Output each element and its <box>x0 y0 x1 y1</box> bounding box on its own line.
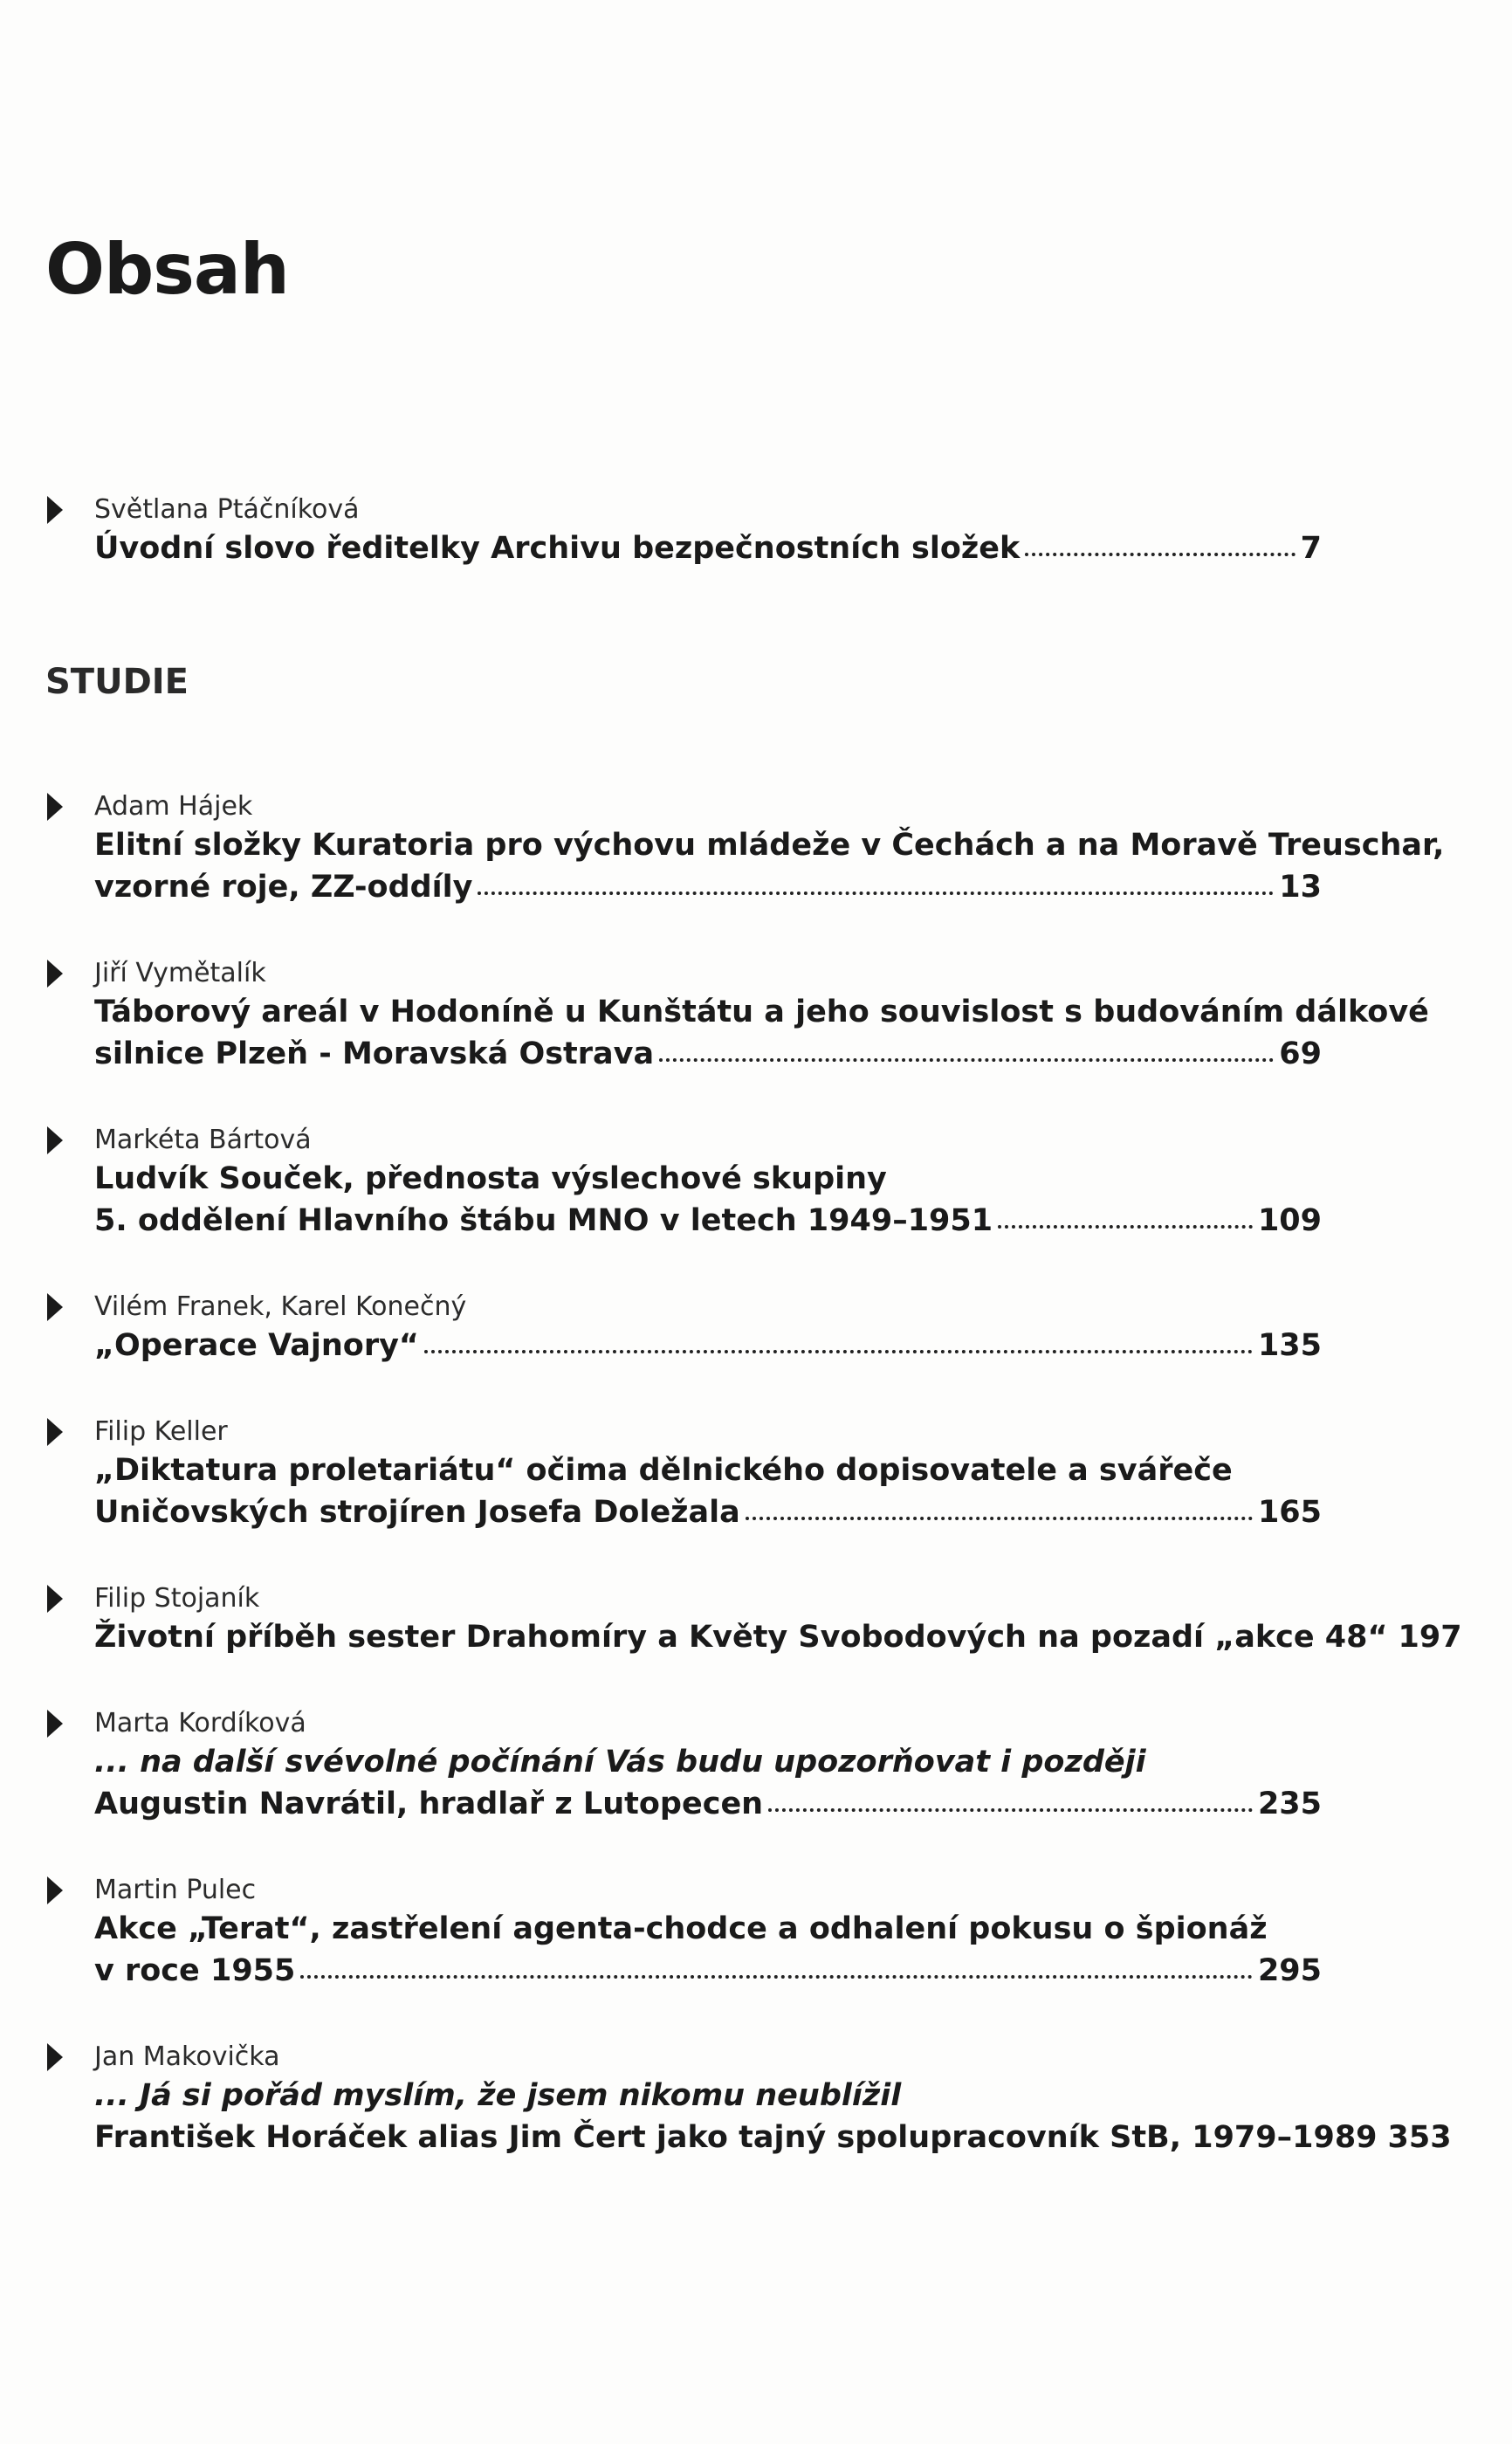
entry-title-text: Uničovských strojíren Josefa Doležala <box>94 1495 740 1530</box>
dot-leader <box>659 1056 1274 1062</box>
entry-title-text: Akce „Terat“, zastřelení agenta-chodce a odhalení pokusu o špionáž <box>94 1911 1268 1946</box>
entry-title-text: v roce 1955 <box>94 1953 296 1988</box>
page-number: 7 <box>1300 531 1322 566</box>
entry-title-line[interactable] <box>94 1950 1322 1992</box>
entry-title-text: Elitní složky Kuratoria pro výchovu mládeže v Čechách a na Moravě Treuschar, <box>94 828 1445 863</box>
dot-leader <box>768 1806 1253 1812</box>
triangle-bullet-icon <box>47 1585 63 1613</box>
entry-author: Filip Keller <box>94 1416 228 1447</box>
entry-title-line[interactable] <box>94 2075 1322 2117</box>
entry-author: Filip Stojaník <box>94 1583 260 1614</box>
dot-leader <box>300 1972 1253 1979</box>
page-number: 165 <box>1257 1495 1322 1530</box>
entry-title-line[interactable] <box>94 1200 1322 1242</box>
entry-title-text: ... na další svévolné počínání Vás budu upozorňovat i později <box>94 1745 1146 1780</box>
entry-title-line[interactable] <box>94 991 1429 1033</box>
entry-title-line[interactable] <box>94 1449 1322 1491</box>
dot-leader <box>746 1514 1253 1520</box>
page-title: Obsah <box>45 229 289 310</box>
entry-author: Marta Kordíková <box>94 1708 306 1738</box>
entry-title-line[interactable] <box>94 2117 1452 2158</box>
dot-leader <box>424 1347 1253 1353</box>
entry-author: Vilém Franek, Karel Konečný <box>94 1291 467 1322</box>
entry-title-text: Životní příběh sester Drahomíry a Květy Svobodových na pozadí „akce 48“ <box>94 1620 1388 1655</box>
page-number: 135 <box>1257 1328 1322 1363</box>
entry-title-line[interactable] <box>94 1783 1322 1825</box>
triangle-bullet-icon <box>47 1710 63 1738</box>
entry-title-line[interactable] <box>94 1158 1322 1200</box>
entry-title-line[interactable] <box>94 1908 1322 1950</box>
entry-title-text: Úvodní slovo ředitelky Archivu bezpečnostních složek <box>94 531 1021 566</box>
page-number: 295 <box>1257 1953 1322 1988</box>
triangle-bullet-icon <box>47 1126 63 1154</box>
entry-title-line[interactable] <box>94 527 1322 569</box>
entry-title-line[interactable] <box>94 1741 1322 1783</box>
page-number: 69 <box>1279 1036 1322 1071</box>
page-number: 197 <box>1398 1620 1462 1655</box>
entry-title-line[interactable] <box>94 1616 1462 1658</box>
triangle-bullet-icon <box>47 960 63 988</box>
entry-title-text: František Horáček alias Jim Čert jako tajný spolupracovník StB, 1979–1989 <box>94 2120 1378 2155</box>
entry-title-text: „Diktatura proletariátu“ očima dělnického dopisovatele a svářeče <box>94 1453 1233 1488</box>
section-heading: STUDIE <box>45 662 189 702</box>
entry-title-text: silnice Plzeň - Moravská Ostrava <box>94 1036 655 1071</box>
entry-title-text: vzorné roje, ZZ-oddíly <box>94 870 473 905</box>
entry-title-text: ... Já si pořád myslím, že jsem nikomu neublížil <box>94 2078 902 2113</box>
page-number: 13 <box>1279 870 1322 905</box>
page-number: 235 <box>1257 1787 1322 1821</box>
dot-leader <box>998 1222 1253 1229</box>
entry-title-text: 5. oddělení Hlavního štábu MNO v letech 1949–1951 <box>94 1203 993 1238</box>
entry-author: Martin Pulec <box>94 1875 257 1905</box>
triangle-bullet-icon <box>47 1418 63 1446</box>
triangle-bullet-icon <box>47 1876 63 1904</box>
page-number: 353 <box>1387 2120 1452 2155</box>
entry-author: Adam Hájek <box>94 791 253 822</box>
triangle-bullet-icon <box>47 496 63 524</box>
entry-author: Markéta Bártová <box>94 1125 312 1155</box>
entry-title-text: „Operace Vajnory“ <box>94 1328 419 1363</box>
dot-leader <box>478 889 1274 895</box>
triangle-bullet-icon <box>47 1293 63 1321</box>
entry-author: Světlana Ptáčníková <box>94 494 360 525</box>
entry-title-text: Ludvík Souček, přednosta výslechové skupiny <box>94 1161 887 1196</box>
entry-title-line[interactable] <box>94 1325 1322 1367</box>
dot-leader <box>1025 550 1295 556</box>
entry-author: Jiří Vymětalík <box>94 958 266 988</box>
entry-author: Jan Makovička <box>94 2041 280 2072</box>
entry-title-line[interactable] <box>94 1491 1322 1533</box>
entry-title-line[interactable] <box>94 1033 1322 1075</box>
entry-title-text: Táborový areál v Hodoníně u Kunštátu a jeho souvislost s budováním dálkové <box>94 995 1429 1029</box>
triangle-bullet-icon <box>47 2043 63 2071</box>
entry-title-line[interactable] <box>94 866 1322 908</box>
page-number: 109 <box>1257 1203 1322 1238</box>
triangle-bullet-icon <box>47 793 63 821</box>
entry-title-line[interactable] <box>94 824 1445 866</box>
entry-title-text: Augustin Navrátil, hradlař z Lutopecen <box>94 1787 764 1821</box>
